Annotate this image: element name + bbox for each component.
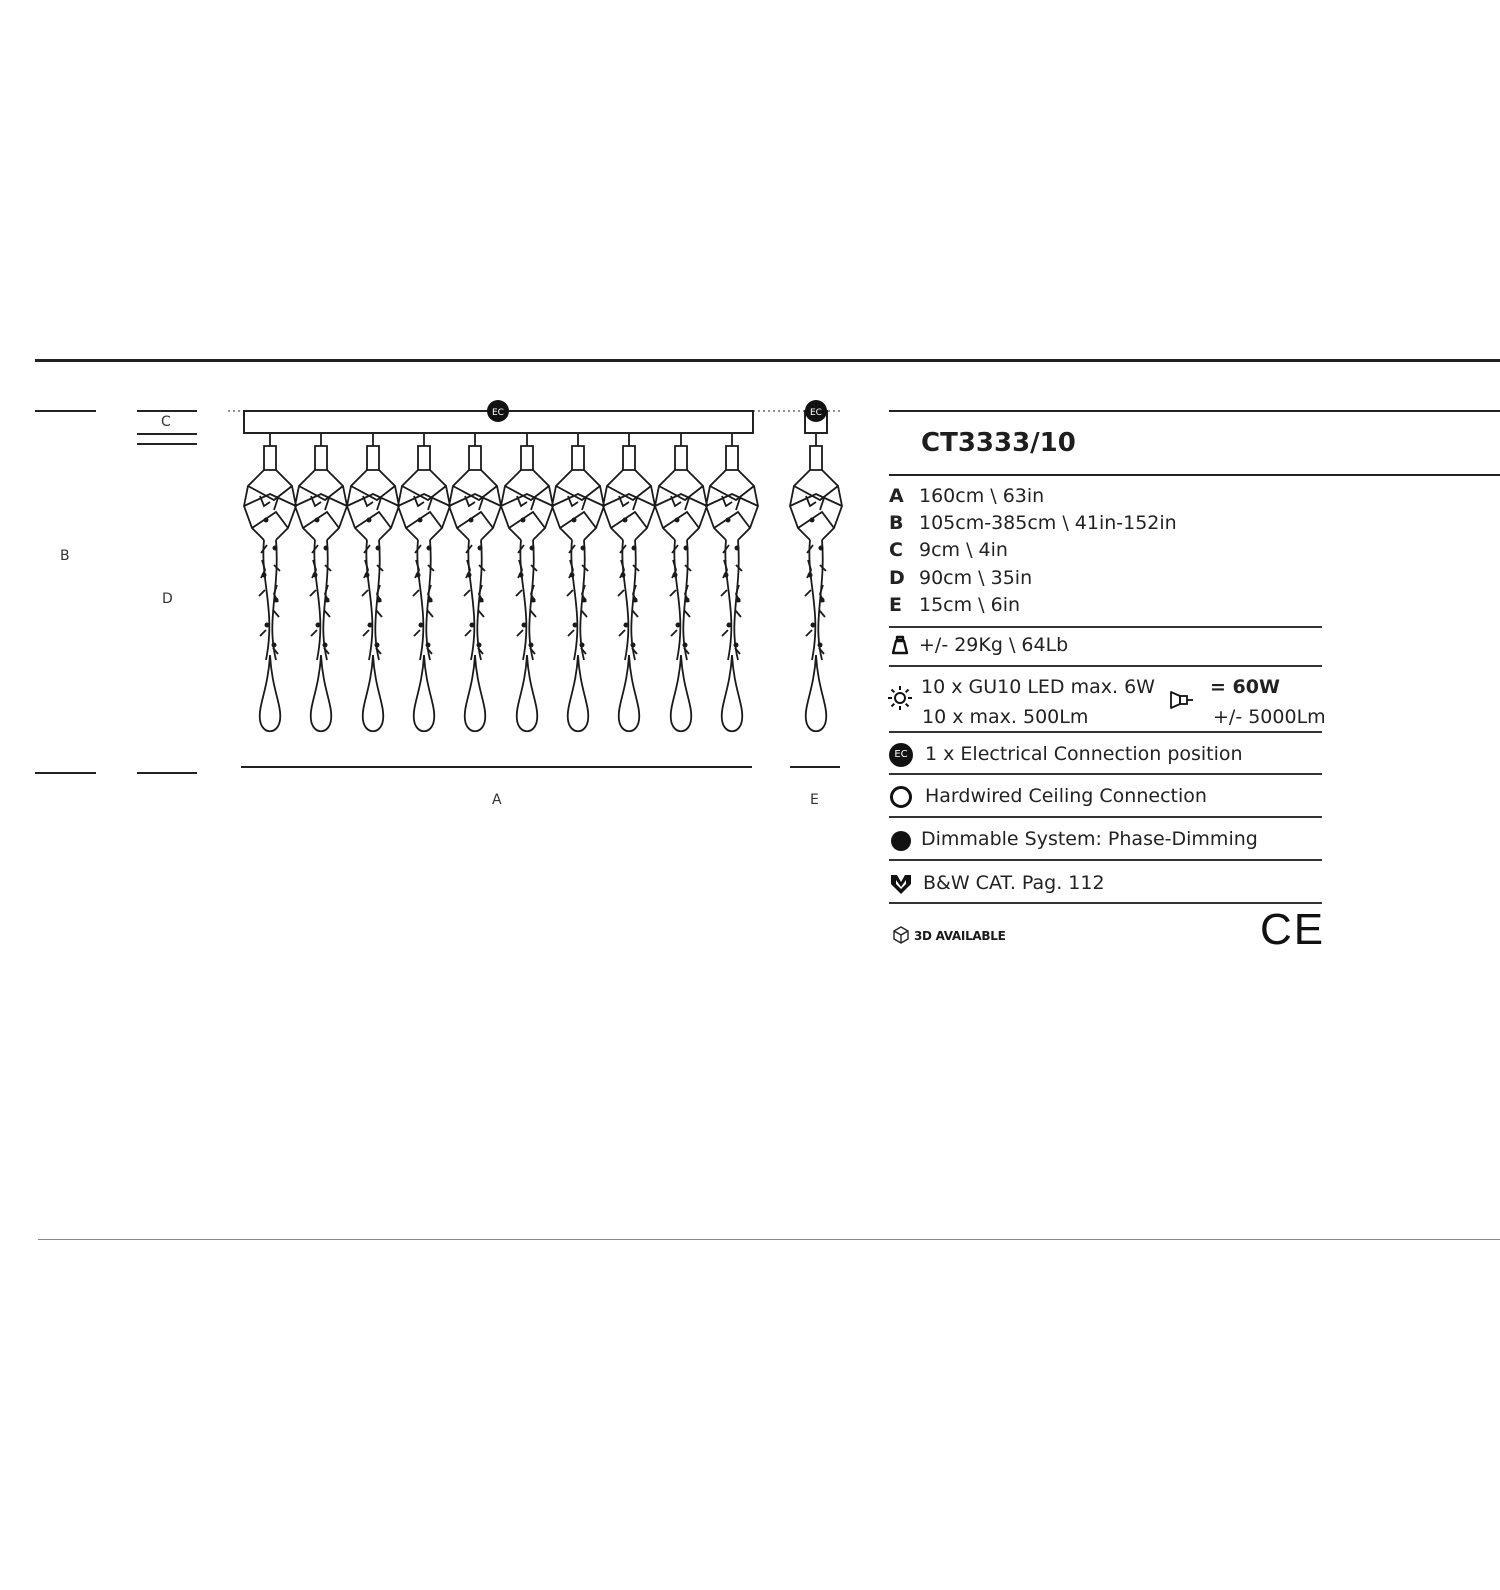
pendant-3: [347, 434, 399, 731]
hardwired-icon: [889, 785, 913, 809]
catalog-reference: B&W CAT. Pag. 112: [923, 872, 1105, 894]
pendant-5: [449, 434, 501, 731]
bottom-page-rule: [38, 1239, 1500, 1240]
separator: [889, 626, 1322, 628]
dimension-value: 9cm \ 4in: [919, 539, 1008, 561]
technical-drawing: [0, 0, 860, 820]
dimmable-icon: [889, 829, 913, 853]
pendant-4: [398, 434, 450, 731]
spec-top-rule: [889, 410, 1500, 412]
ec-icon: EC: [889, 743, 913, 767]
lumens-per-source: 10 x max. 500Lm: [922, 706, 1089, 728]
dimension-letter: D: [889, 567, 905, 589]
weight-icon: [889, 634, 911, 656]
dimension-letter: B: [889, 512, 904, 534]
total-lumens: +/- 5000Lm: [1213, 706, 1326, 728]
dim-label-e: E: [810, 792, 819, 808]
dimension-value: 15cm \ 6in: [919, 594, 1021, 616]
3d-available-badge: 3D AVAILABLE: [914, 929, 1006, 943]
pendant-9: [655, 434, 707, 731]
pendant-group-side: [790, 434, 842, 731]
dim-label-d: D: [162, 591, 173, 607]
bulb-icon: [887, 685, 913, 711]
separator: [889, 859, 1322, 861]
pendant-1: [244, 434, 296, 731]
dimension-value: 105cm-385cm \ 41in-152in: [919, 512, 1177, 534]
dimension-value: 160cm \ 63in: [919, 485, 1045, 507]
dimension-letter: C: [889, 539, 903, 561]
model-number: CT3333/10: [921, 428, 1076, 458]
light-source: 10 x GU10 LED max. 6W: [921, 676, 1155, 698]
separator: [889, 665, 1322, 667]
svg-text:EC: EC: [492, 408, 504, 418]
pendant-7: [552, 434, 604, 731]
weight-value: +/- 29Kg \ 64Lb: [919, 634, 1069, 656]
dimension-row-c: [889, 539, 1008, 561]
spec-model-rule: [889, 474, 1500, 476]
separator: [889, 902, 1322, 904]
pendant-10: [706, 434, 758, 731]
dimension-row-e: [889, 594, 1020, 616]
pendant-group-front: [244, 434, 758, 731]
dimension-row-a: [889, 485, 1044, 507]
catalog-logo-icon: [889, 872, 913, 896]
dimension-value: 90cm \ 35in: [919, 567, 1033, 589]
hardwired-connection: Hardwired Ceiling Connection: [925, 785, 1207, 807]
electrical-connection: 1 x Electrical Connection position: [925, 743, 1243, 765]
dimension-letter: A: [889, 485, 904, 507]
svg-text:EC: EC: [810, 408, 822, 418]
pendant-8: [603, 434, 655, 731]
ec-badge-front: [487, 400, 509, 422]
pendant-2: [295, 434, 347, 731]
dim-label-c: C: [161, 414, 171, 430]
dimension-row-b: [889, 512, 1177, 534]
separator: [889, 816, 1322, 818]
separator: [889, 731, 1322, 733]
cube-icon: [891, 925, 911, 945]
ce-mark: CE: [1260, 905, 1326, 954]
pendant-side-view: [790, 434, 842, 731]
lamp-icon: [1168, 689, 1196, 711]
ec-badge-side: [805, 400, 827, 422]
separator: [889, 773, 1322, 775]
dimmable-system: Dimmable System: Phase-Dimming: [921, 828, 1258, 850]
dimension-letter: E: [889, 594, 902, 616]
dim-label-a: A: [492, 792, 502, 808]
pendant-6: [501, 434, 553, 731]
total-power: = 60W: [1210, 676, 1280, 698]
dimension-row-d: [889, 567, 1032, 589]
dim-label-b: B: [60, 548, 70, 564]
